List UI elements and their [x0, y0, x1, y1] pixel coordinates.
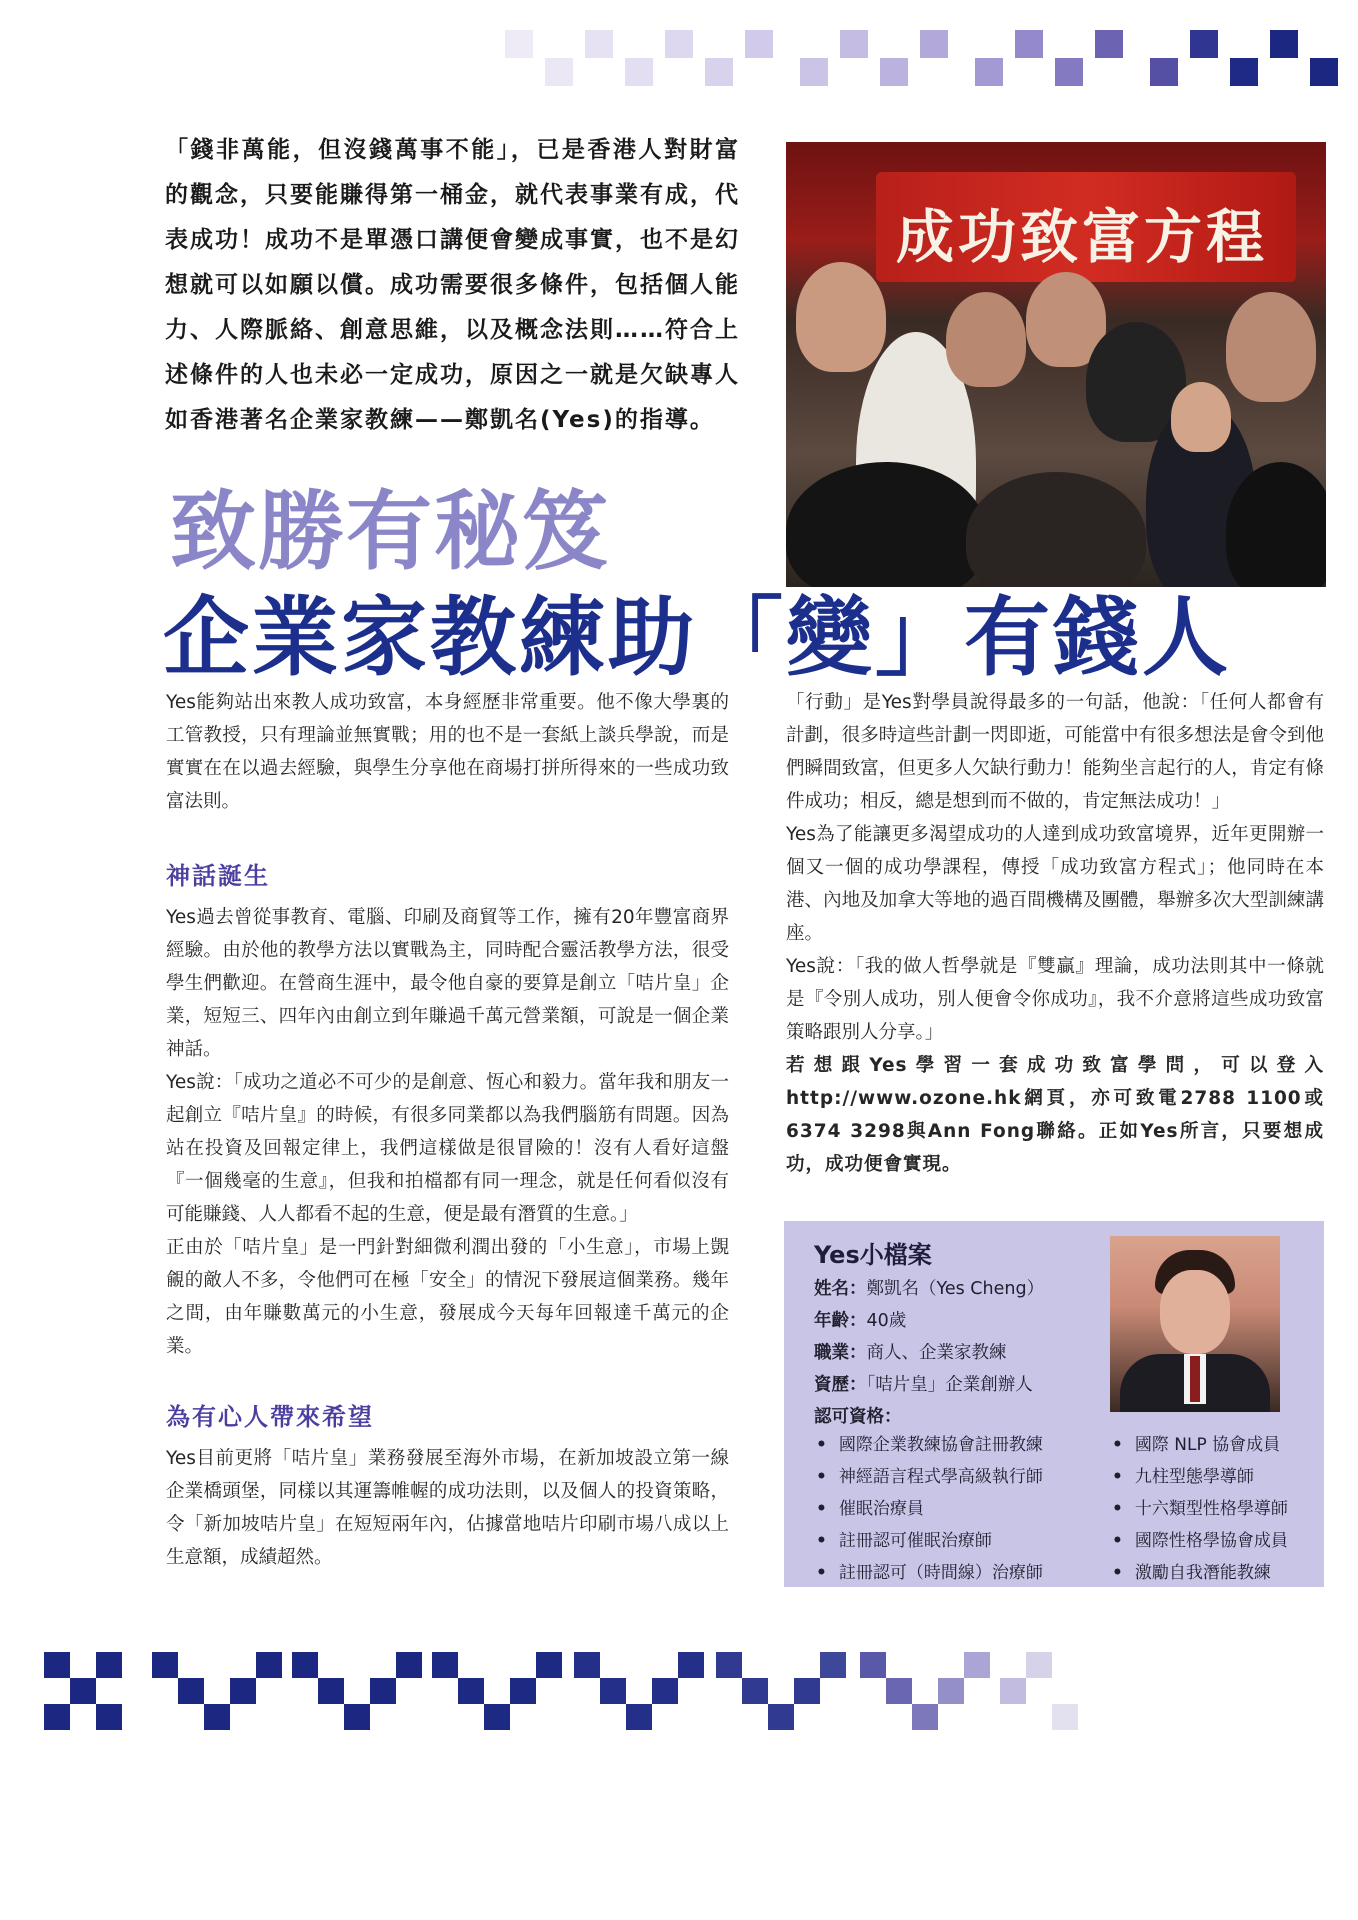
profile-job-label: 職業： [814, 1343, 867, 1363]
profile-name-value: 鄭凱名（Yes Cheng） [866, 1279, 1045, 1299]
profile-name-row [814, 1275, 1044, 1300]
section-myth-paragraph-2: Yes說：「成功之道必不可少的是創意、恆心和毅力。當年我和朋友一起創立『咭片皇』的時候，有很多同業都以為我們腦筋有問題。因為站在投資及回報定律上，我們這樣做是很冒險的！沒有人看好這盤『一個幾毫的生意』，但我和拍檔都有同一理念，就是任何看似沒有可能賺錢、人人都看不起的生意，便是最有潛質的生意。」 [166, 1072, 729, 1225]
headline-line2: 企業家教練助「變」有錢人 [163, 588, 1231, 688]
philosophy-paragraph: Yes說：「我的做人哲學就是『雙贏』理論，成功法則其中一條就是『令別人成功，別人便會令你成功』，我不介意將這些成功致富策略跟別人分享。」 [786, 956, 1324, 1043]
profile-certs-right [1112, 1429, 1288, 1589]
list-item: • 國際 NLP 協會成員 [1112, 1429, 1288, 1461]
right-column [786, 686, 1324, 1181]
section-hope-title: 為有心人帶來希望 [166, 1403, 374, 1431]
section-myth-title: 神話誕生 [166, 862, 270, 890]
headline-line1: 致勝有秘笈 [170, 482, 610, 582]
section-myth-paragraph-3: 正由於「咭片皇」是一門針對細微利潤出發的「小生意」，市場上覬覦的敵人不多，令他們可在極「安全」的情況下發展這個業務。幾年之間，由年賺數萬元的小生意，發展成今天每年回報達千萬元的企業。 [166, 1237, 729, 1357]
lead-paragraph: 「錢非萬能，但沒錢萬事不能」，已是香港人對財富的觀念，只要能賺得第一桶金，就代表事業有成，代表成功！成功不是單憑口講便會變成事實，也不是幻想就可以如願以償。成功需要很多條件，包括個人能力、人際脈絡、創意思維，以及概念法則……符合上述條件的人也未必一定成功，原因之一就是欠缺專人如香港著名企業家教練——鄭凱名(Yes)的指導。 [165, 137, 740, 433]
list-item: • 催眠治療員 [816, 1493, 1043, 1525]
course-paragraph: Yes為了能讓更多渴望成功的人達到成功致富境界，近年更開辦一個又一個的成功學課程，傳授「成功致富方程式」；他同時在本港、內地及加拿大等地的過百間機構及團體，舉辦多次大型訓練講座。 [786, 824, 1324, 944]
contact-paragraph: 若想跟Yes學習一套成功致富學問，可以登入http://www.ozone.hk網頁，亦可致電2788 1100或 6374 3298與Ann Fong聯絡。正如Yes所言，只要想成功，成功便會實現。 [786, 1055, 1324, 1175]
list-item: • 神經語言程式學高級執行師 [816, 1461, 1043, 1493]
portrait-photo [1110, 1236, 1280, 1412]
profile-exp-label: 資歷： [814, 1375, 867, 1395]
photo-banner-text: 成功致富方程 [896, 203, 1269, 271]
profile-certs-left [816, 1429, 1043, 1589]
list-item: • 九柱型態學導師 [1112, 1461, 1288, 1493]
list-item: • 國際性格學協會成員 [1112, 1525, 1288, 1557]
list-item: • 十六類型性格學導師 [1112, 1493, 1288, 1525]
intro-paragraph: Yes能夠站出來教人成功致富，本身經歷非常重要。他不像大學裏的工管教授，只有理論並無實戰；用的也不是一套紙上談兵學說，而是實實在在以過去經驗，與學生分享他在商場打拼所得來的一些成功致富法則。 [166, 692, 729, 812]
bottom-checker-pattern [44, 1652, 1078, 1730]
profile-age-value: 40歲 [866, 1311, 907, 1331]
profile-job-value: 商人、企業家教練 [866, 1343, 1007, 1363]
list-item: • 激勵自我潛能教練 [1112, 1557, 1288, 1589]
profile-cert-label [814, 1403, 902, 1428]
profile-exp-value: 「咭片皇」企業創辦人 [866, 1375, 1033, 1395]
profile-cert-label-text: 認可資格： [814, 1407, 902, 1427]
list-item: • 註冊認可（時間線）治療師 [816, 1557, 1043, 1589]
section-hope-paragraph: Yes目前更將「咭片皇」業務發展至海外市場，在新加坡設立第一線企業橋頭堡，同樣以其運籌帷幄的成功法則，以及個人的投資策略，令「新加坡咭片皇」在短短兩年內，佔據當地咭片印刷市場八成以上生意額，成績超然。 [166, 1448, 729, 1568]
profile-exp-row [814, 1371, 1033, 1396]
profile-box [784, 1221, 1324, 1587]
profile-age-label: 年齡： [814, 1311, 867, 1331]
list-item: • 註冊認可催眠治療師 [816, 1525, 1043, 1557]
photo-banner [876, 172, 1296, 282]
section-myth-paragraph-1: Yes過去曾從事教育、電腦、印刷及商貿等工作，擁有20年豐富商界經驗。由於他的教學方法以實戰為主，同時配合靈活教學方法，很受學生們歡迎。在營商生涯中，最令他自豪的要算是創立「咭片皇」企業，短短三、四年內由創立到年賺過千萬元營業額，可說是一個企業神話。 [166, 907, 729, 1060]
top-checker-pattern [505, 30, 1338, 86]
profile-title: Yes小檔案 [814, 1241, 932, 1269]
profile-job-row [814, 1339, 1007, 1364]
event-photo [786, 142, 1326, 587]
action-paragraph: 「行動」是Yes對學員說得最多的一句話，他說：「任何人都會有計劃，很多時這些計劃一閃即逝，可能當中有很多想法是會令到他們瞬間致富，但更多人欠缺行動力！能夠坐言起行的人，肯定有條件成功；相反，總是想到而不做的，肯定無法成功！」 [786, 692, 1324, 812]
left-column [166, 686, 729, 1574]
profile-age-row [814, 1307, 906, 1332]
profile-name-label: 姓名： [814, 1279, 867, 1299]
list-item: • 國際企業教練協會註冊教練 [816, 1429, 1043, 1461]
